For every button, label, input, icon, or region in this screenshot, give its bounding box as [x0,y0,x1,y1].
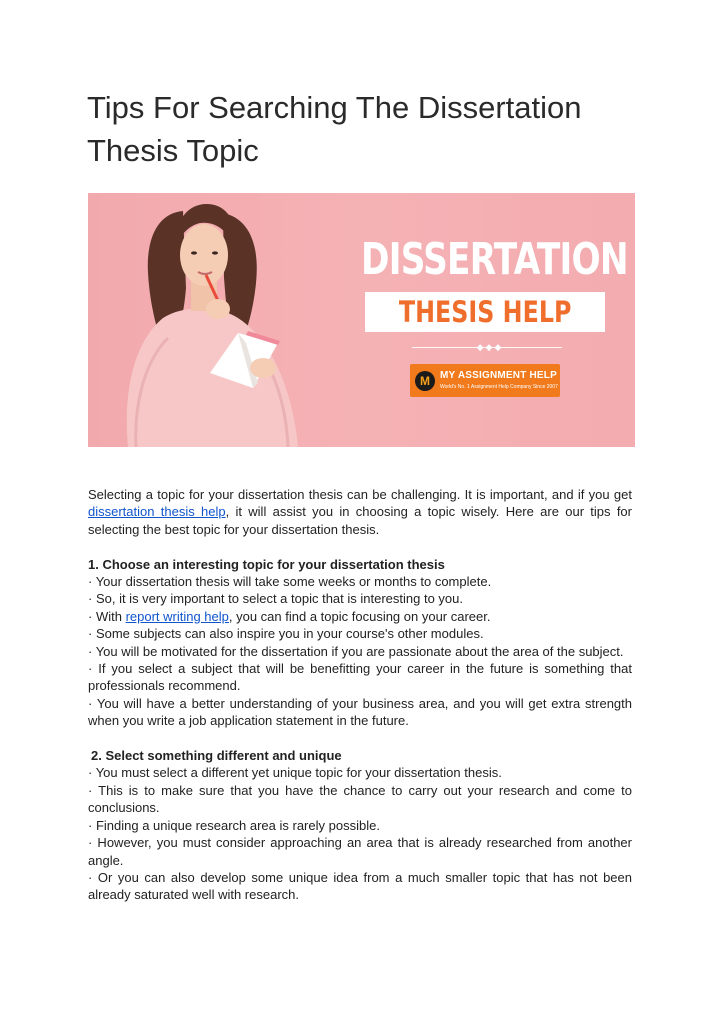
intro-text-1: Selecting a topic for your dissertation thesis can be challenging. It is important, and if you get [88,487,632,502]
intro-paragraph [88,486,632,538]
list-item: · This is to make sure that you have the chance to carry out your research and come to conclusions. [88,782,632,816]
list-item: · So, it is very important to select a topic that is interesting to you. [88,591,464,607]
brand-badge [410,364,560,397]
list-item: · You must select a different yet unique topic for your dissertation thesis. [88,765,502,781]
brand-tagline: World's No. 1 Assignment Help Company Since 2007 [440,384,558,390]
list-item: · You will be motivated for the dissertation if you are passionate about the area of the subject. [88,643,624,659]
brand-name: MY ASSIGNMENT HELP [440,370,557,381]
dissertation-thesis-help-link[interactable]: dissertation thesis help [88,504,226,520]
hero-subheadline: THESIS HELP [398,295,572,329]
list-item: · Or you can also develop some unique idea from a much smaller topic that has not been already saturated well with research. [88,869,632,903]
list-item-text: , you can find a topic focusing on your career. [228,608,491,624]
list-item [88,608,632,625]
intro-text-2: , it will assist you in choosing a topic wisely. Here are our tips for selecting the best topic for your dissertation thesis. [88,504,632,537]
report-writing-help-link[interactable]: report writing help [125,608,229,624]
hero-headline: DISSERTATION [361,234,628,285]
hero-subheadline-box [365,292,605,332]
list-item: · However, you must consider approaching an area that is already researched from another angle. [88,835,632,868]
hero-image [88,193,635,447]
section-2-heading: 2. Select something different and unique [91,748,342,764]
section-1-heading: 1. Choose an interesting topic for your dissertation thesis [88,556,445,572]
list-item: · You will have a better understanding of your business area, and you will get extra strength when you write a job application statement in the future. [88,695,632,729]
list-item: · Finding a unique research area is rarely possible. [88,817,380,833]
list-item-text: · With [88,608,126,624]
list-item: · If you select a subject that will be benefitting your career in the future is something that professionals recommend. [88,661,632,694]
title-line-2: Thesis Topic [87,133,259,168]
page-title [87,86,647,172]
list-item: · Your dissertation thesis will take some weeks or months to complete. [88,574,492,590]
brand-logo-icon: M [415,371,435,391]
title-line-1: Tips For Searching The Dissertation [87,90,582,125]
article-body [88,486,632,904]
list-item: · Some subjects can also inspire you in your course's other modules. [88,626,484,642]
diamond-ornament-icon: ◆◆◆ [476,342,504,352]
